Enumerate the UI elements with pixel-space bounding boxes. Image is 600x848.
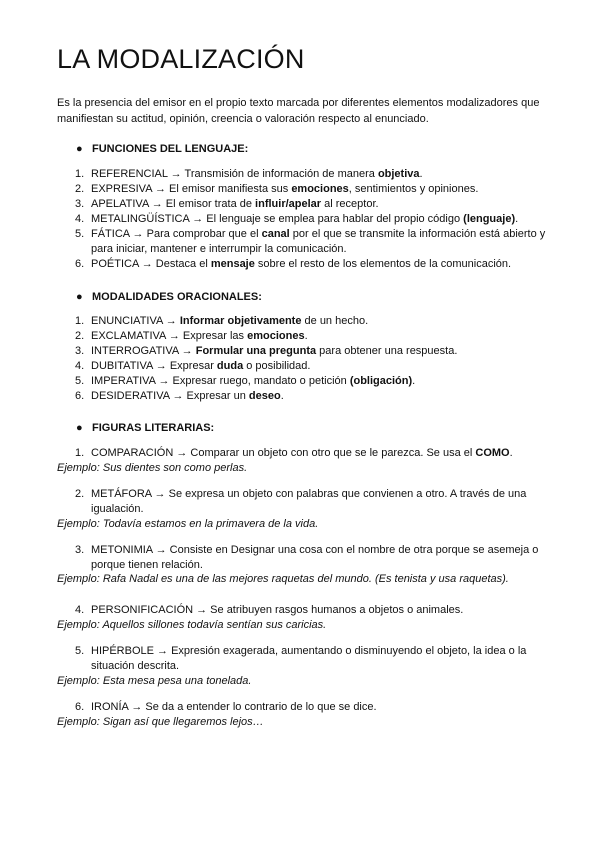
item-text-tail: . xyxy=(509,447,513,459)
list-item xyxy=(75,212,555,227)
item-emphasis: (lenguaje) xyxy=(463,213,516,225)
item-text-tail: o posibilidad. xyxy=(243,360,311,372)
item-text: HIPÉRBOLE → Expresión exagerada, aumentando o disminuyendo el objeto, la idea o la situación descrita. xyxy=(91,645,527,672)
modalidades-list xyxy=(75,314,555,404)
figure-item xyxy=(75,644,565,674)
item-emphasis: (obligación) xyxy=(349,375,413,387)
item-emphasis: Formular una pregunta xyxy=(195,345,317,357)
list-item xyxy=(75,227,555,257)
section-heading-label: MODALIDADES ORACIONALES: xyxy=(92,291,262,303)
item-text: ENUNCIATIVA → xyxy=(91,315,180,327)
item-emphasis: emociones xyxy=(247,330,305,342)
item-text: METALINGÜÍSTICA → El lenguaje se emplea para hablar del propio código xyxy=(91,213,464,225)
list-item xyxy=(75,374,555,389)
item-text-tail: para obtener una respuesta. xyxy=(316,345,458,357)
figure-item xyxy=(75,487,565,517)
figure-item xyxy=(75,603,565,618)
item-text-tail: sobre el resto de los elementos de la comunicación. xyxy=(254,258,512,270)
item-text: IRONÍA → Se da a entender lo contrario de lo que se dice. xyxy=(91,701,377,713)
item-number: 6. xyxy=(75,701,85,713)
item-text: POÉTICA → Destaca el xyxy=(91,258,211,270)
item-text-tail: por el que se transmite la información está abierto y para iniciar, mantener e interrumpir la comunicación. xyxy=(91,228,546,255)
item-text: PERSONIFICACIÓN → Se atribuyen rasgos humanos a objetos o animales. xyxy=(91,604,464,616)
item-text: METÁFORA → Se expresa un objeto con palabras que convienen a otro. A través de una igualación. xyxy=(91,488,527,515)
example-text: Ejemplo: Todavía estamos en la primavera de la vida. xyxy=(57,518,319,530)
item-text: FÁTICA → Para comprobar que el xyxy=(91,228,262,240)
section-heading-funciones xyxy=(76,142,248,156)
list-item xyxy=(75,329,555,344)
item-text-tail: . xyxy=(412,375,416,387)
item-number: 4. xyxy=(75,604,85,616)
item-text: REFERENCIAL → Transmisión de información de manera xyxy=(91,168,378,180)
item-text-tail: . xyxy=(304,330,308,342)
item-number: 6. xyxy=(75,390,85,402)
intro-paragraph: Es la presencia del emisor en el propio texto marcada por diferentes elementos modalizadores que manifiestan su actitud, opinión, creencia o valoración respecto al enunciado. xyxy=(57,97,540,125)
example-text: Ejemplo: Esta mesa pesa una tonelada. xyxy=(57,675,252,687)
item-number: 6. xyxy=(75,258,85,270)
list-item xyxy=(75,257,555,272)
section-heading-label: FUNCIONES DEL LENGUAJE: xyxy=(92,143,249,155)
item-number: 3. xyxy=(75,198,85,210)
item-text-tail: al receptor. xyxy=(321,198,379,210)
item-text: EXCLAMATIVA → Expresar las xyxy=(91,330,248,342)
item-text: METONIMIA → Consiste en Designar una cosa con el nombre de otra porque se asemeja o porque tienen relación. xyxy=(91,544,539,571)
list-item xyxy=(75,389,555,404)
item-emphasis: emociones xyxy=(291,183,349,195)
bullet-icon: ● xyxy=(76,143,83,155)
example-text: Ejemplo: Rafa Nadal es una de las mejores raquetas del mundo. (Es tenista y usa raquetas). xyxy=(57,573,509,585)
item-text: APELATIVA → El emisor trata de xyxy=(91,198,256,210)
funciones-list xyxy=(75,167,555,272)
figure-item xyxy=(75,700,565,715)
bullet-icon: ● xyxy=(76,291,83,303)
item-number: 2. xyxy=(75,183,85,195)
item-emphasis: objetiva xyxy=(377,168,420,180)
section-heading-figuras xyxy=(76,421,214,435)
item-number: 4. xyxy=(75,213,85,225)
item-number: 2. xyxy=(75,330,85,342)
item-emphasis: Informar objetivamente xyxy=(179,315,302,327)
section-heading-label: FIGURAS LITERARIAS: xyxy=(92,422,215,434)
item-number: 1. xyxy=(75,315,85,327)
item-number: 3. xyxy=(75,544,85,556)
item-text-tail: , sentimientos y opiniones. xyxy=(348,183,479,195)
item-number: 1. xyxy=(75,447,85,459)
item-text-tail: . xyxy=(280,390,284,402)
item-number: 5. xyxy=(75,375,85,387)
example-text: Ejemplo: Aquellos sillones todavía sentían sus caricias. xyxy=(57,619,327,631)
example-text: Ejemplo: Sigan así que llegaremos lejos… xyxy=(57,716,264,728)
list-item xyxy=(75,359,555,374)
list-item xyxy=(75,344,555,359)
item-number: 3. xyxy=(75,345,85,357)
figure-item xyxy=(75,543,565,573)
item-text-tail: . xyxy=(515,213,519,225)
item-number: 2. xyxy=(75,488,85,500)
list-item xyxy=(75,182,555,197)
list-item xyxy=(75,167,555,182)
item-number: 4. xyxy=(75,360,85,372)
item-emphasis: duda xyxy=(216,360,244,372)
item-emphasis: canal xyxy=(261,228,290,240)
item-text: IMPERATIVA → Expresar ruego, mandato o petición xyxy=(91,375,350,387)
item-emphasis: mensaje xyxy=(210,258,255,270)
item-text-tail: . xyxy=(419,168,423,180)
item-text: EXPRESIVA → El emisor manifiesta sus xyxy=(91,183,292,195)
list-item xyxy=(75,197,555,212)
item-emphasis: COMO xyxy=(475,447,510,459)
item-text-tail: de un hecho. xyxy=(301,315,369,327)
item-emphasis: deseo xyxy=(248,390,281,402)
item-emphasis: influir/apelar xyxy=(255,198,322,210)
example-text: Ejemplo: Sus dientes son como perlas. xyxy=(57,462,248,474)
item-number: 5. xyxy=(75,228,85,240)
figure-item xyxy=(75,446,565,461)
page-title: LA MODALIZACIÓN xyxy=(57,44,305,74)
item-text: INTERROGATIVA → xyxy=(91,345,196,357)
item-text: COMPARACIÓN → Comparar un objeto con otro que se le parezca. Se usa el xyxy=(91,447,476,459)
item-text: DUBITATIVA → Expresar xyxy=(91,360,217,372)
bullet-icon: ● xyxy=(76,422,83,434)
list-item xyxy=(75,314,555,329)
item-text: DESIDERATIVA → Expresar un xyxy=(91,390,249,402)
item-number: 1. xyxy=(75,168,85,180)
section-heading-modalidades xyxy=(76,290,262,304)
item-number: 5. xyxy=(75,645,85,657)
